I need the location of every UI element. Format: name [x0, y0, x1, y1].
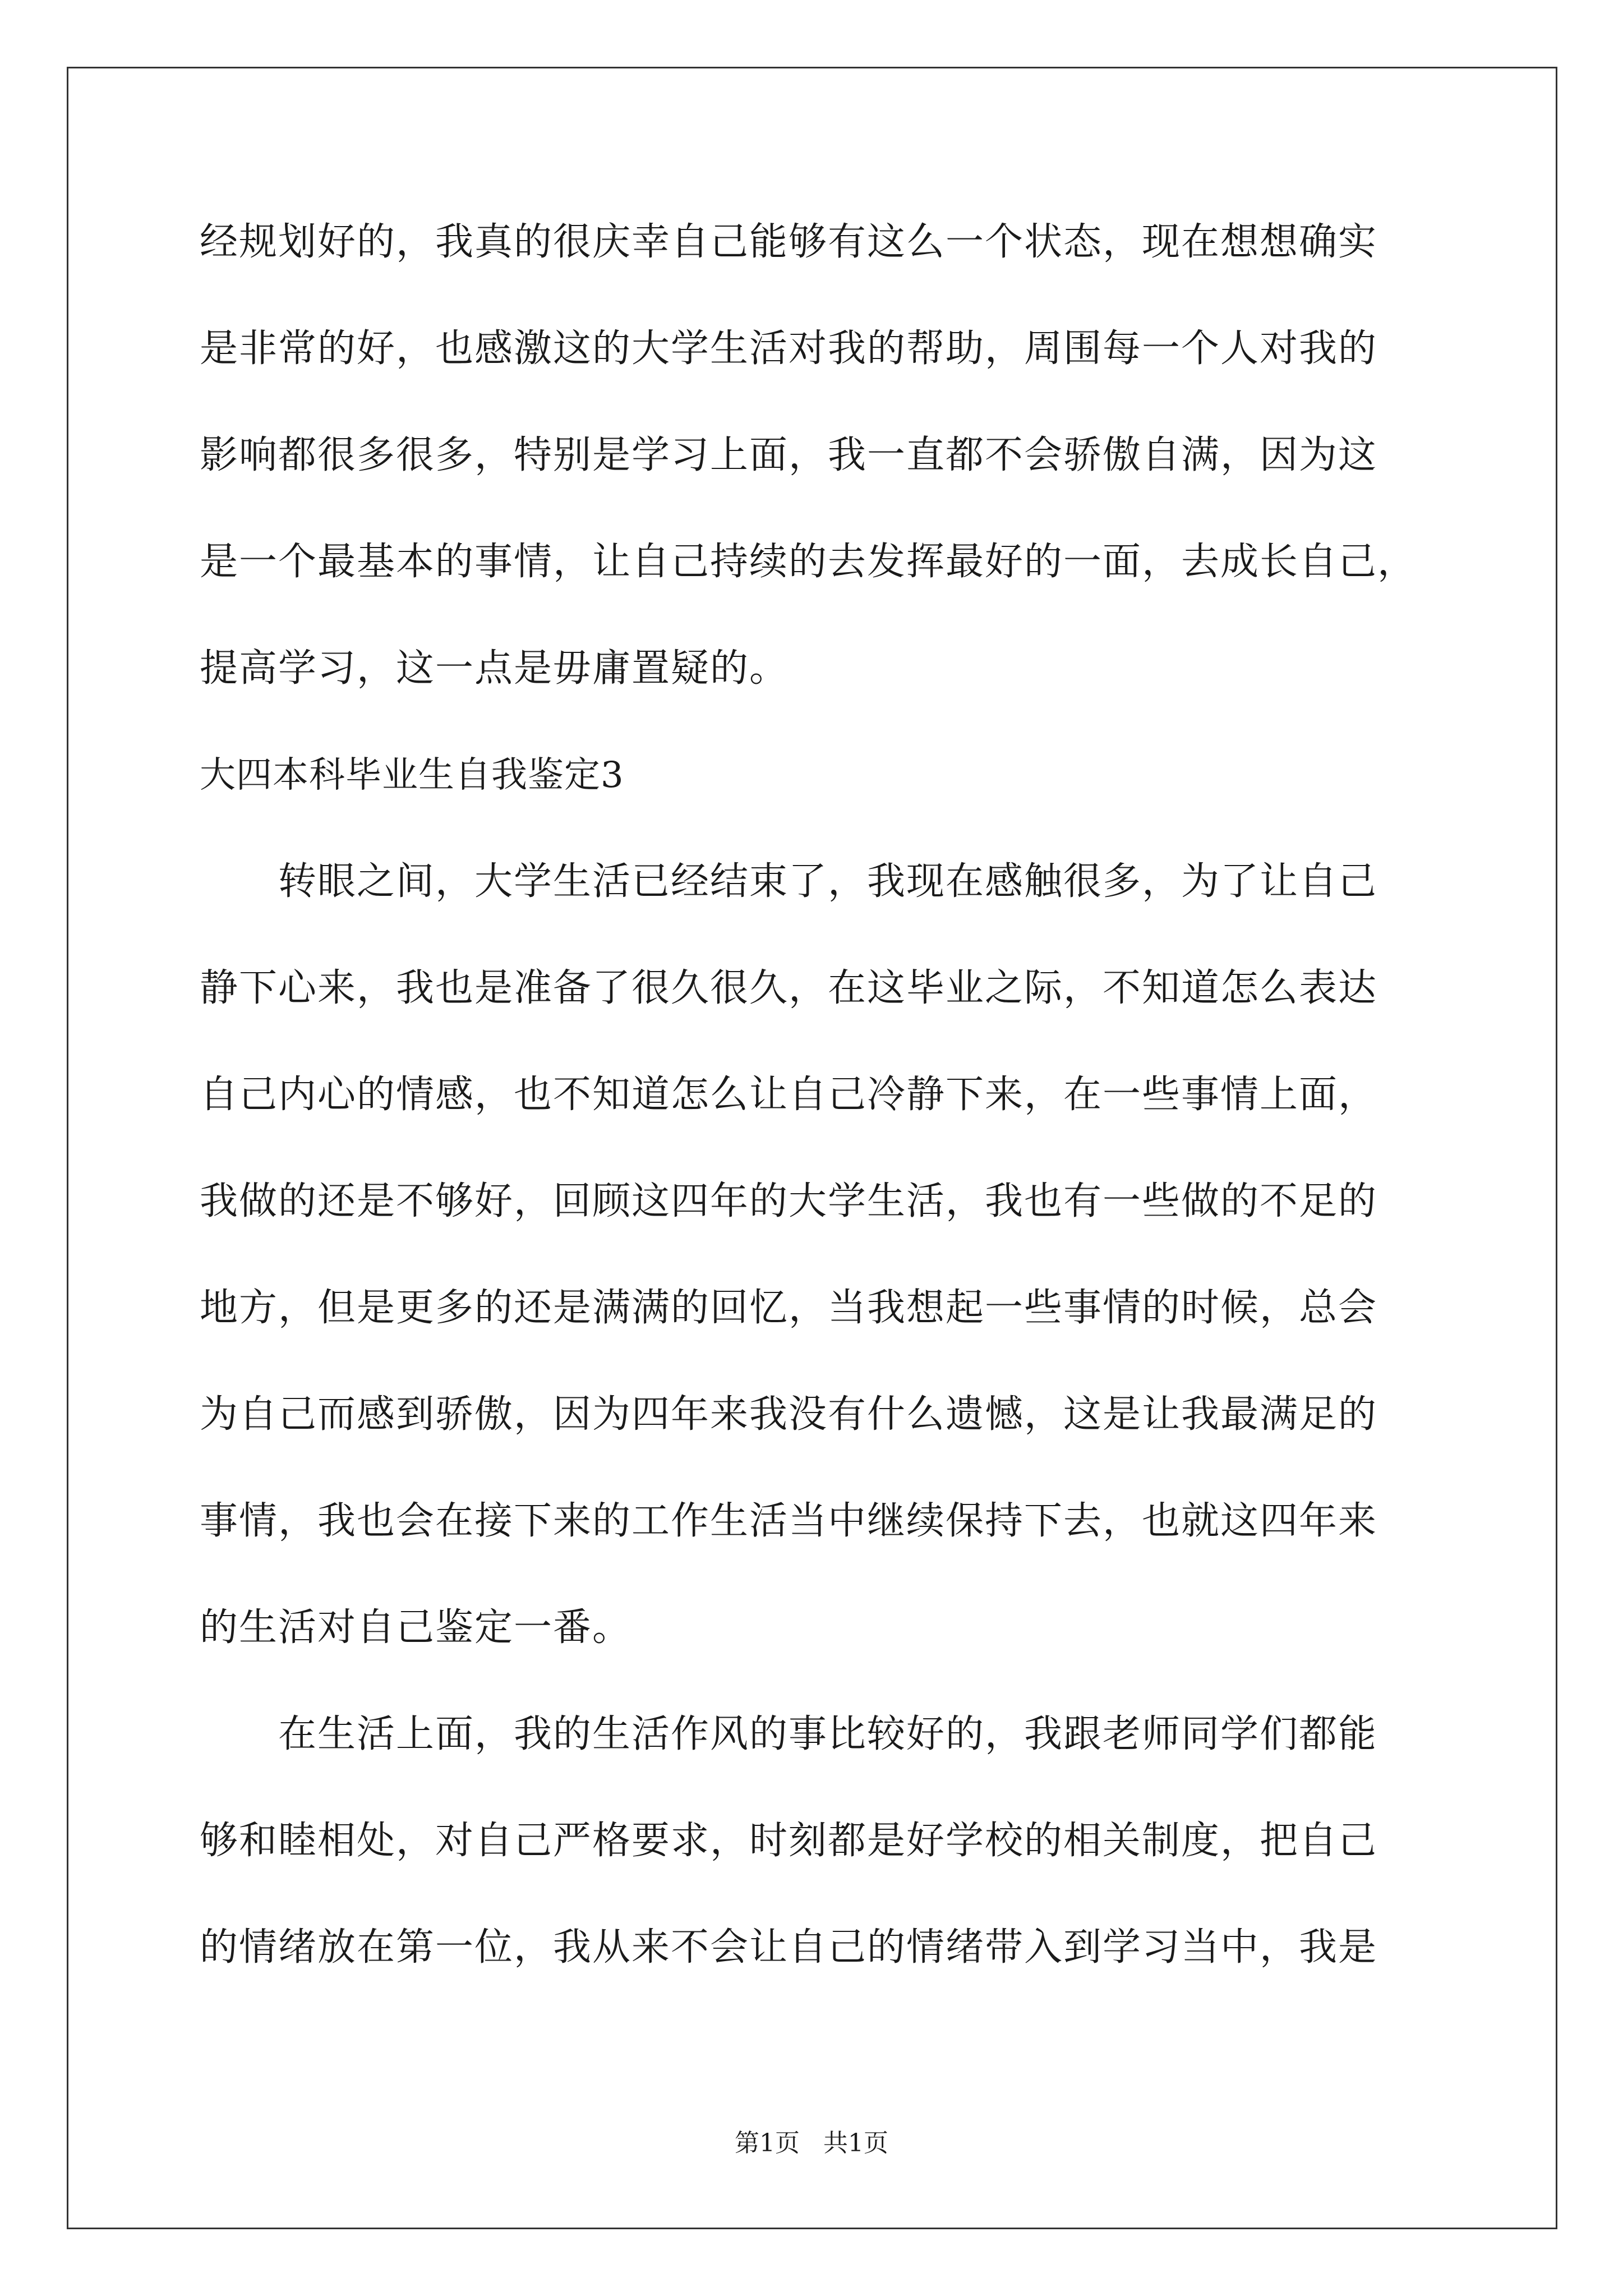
- text-line: 在生活上面，我的生活作风的事比较好的，我跟老师同学们都能: [200, 1712, 1378, 1756]
- text-line: 事情，我也会在接下来的工作生活当中继续保持下去，也就这四年来: [200, 1499, 1378, 1543]
- text-line: 经规划好的，我真的很庆幸自己能够有这么一个状态，现在想想确实: [200, 220, 1378, 264]
- text-line: 转眼之间，大学生活已经结束了，我现在感触很多，为了让自己: [200, 859, 1378, 904]
- text-line: 提高学习，这一点是毋庸置疑的。: [200, 646, 789, 691]
- text-line: 影响都很多很多，特别是学习上面，我一直都不会骄傲自满，因为这: [200, 433, 1378, 477]
- section-heading: 大四本科毕业生自我鉴定3: [200, 754, 624, 796]
- text-line: 是一个最基本的事情，让自己持续的去发挥最好的一面，去成长自己，: [200, 540, 1417, 584]
- page-footer: 第1页 共1页: [735, 2129, 888, 2157]
- text-line: 的生活对自己鉴定一番。: [200, 1605, 632, 1650]
- text-line: 为自己而感到骄傲，因为四年来我没有什么遗憾，这是让我最满足的: [200, 1392, 1378, 1437]
- page-border: [67, 67, 1557, 2229]
- text-line: 的情绪放在第一位，我从来不会让自己的情绪带入到学习当中，我是: [200, 1925, 1378, 1970]
- text-line: 地方，但是更多的还是满满的回忆，当我想起一些事情的时候，总会: [200, 1286, 1378, 1330]
- text-line: 是非常的好，也感激这的大学生活对我的帮助，周围每一个人对我的: [200, 326, 1378, 371]
- text-line: 自己内心的情感，也不知道怎么让自己冷静下来，在一些事情上面，: [200, 1073, 1378, 1117]
- text-line: 静下心来，我也是准备了很久很久，在这毕业之际，不知道怎么表达: [200, 966, 1378, 1010]
- text-line: 我做的还是不够好，回顾这四年的大学生活，我也有一些做的不足的: [200, 1179, 1378, 1223]
- text-line: 够和睦相处，对自己严格要求，时刻都是好学校的相关制度，把自己: [200, 1819, 1378, 1863]
